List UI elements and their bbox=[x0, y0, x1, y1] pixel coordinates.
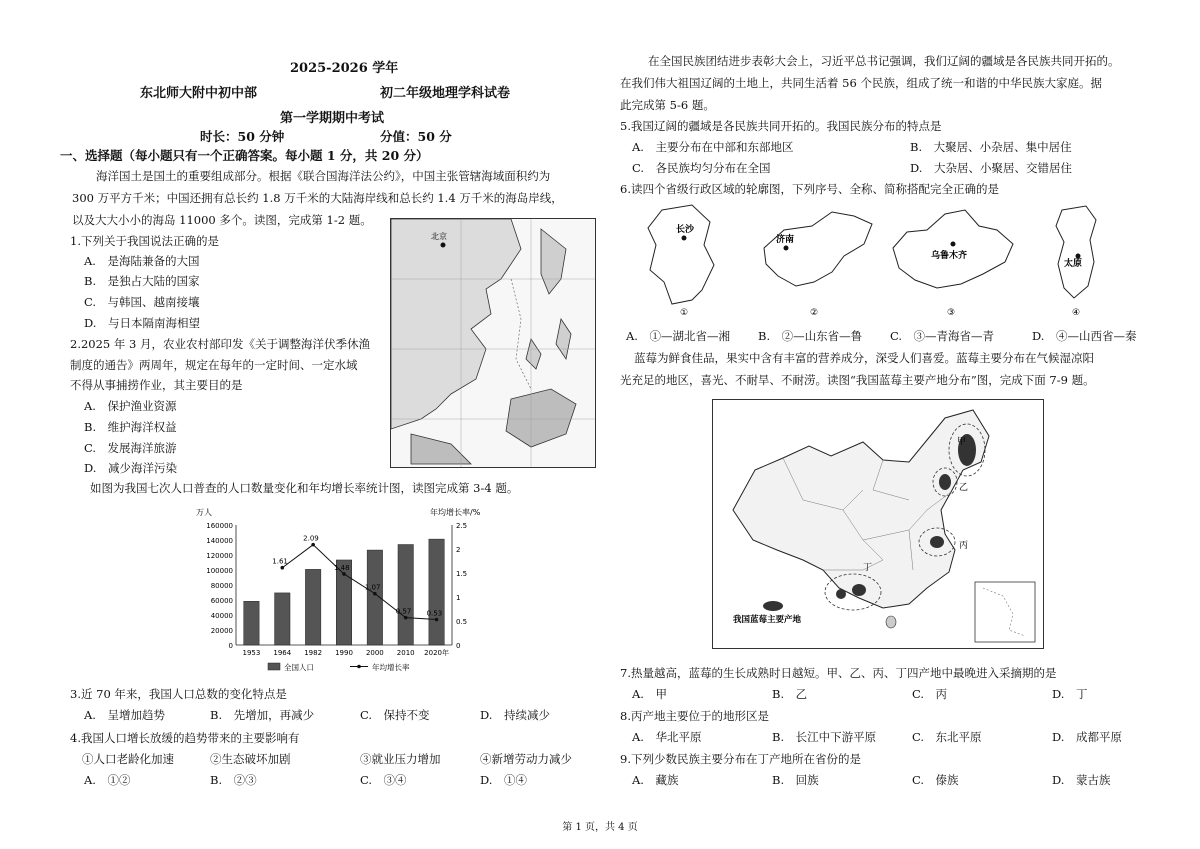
q8-option-c: C. 东北平原 bbox=[912, 730, 982, 744]
right-tick-label: 0 bbox=[456, 642, 461, 650]
right-tick-label: 0.5 bbox=[456, 618, 468, 626]
population-chart bbox=[190, 503, 500, 675]
growth-rate-label: 1.07 bbox=[364, 583, 381, 592]
province-outline-4 bbox=[1044, 200, 1114, 318]
intro-line-3: 以及大大小小的海岛 11000 多个。读图，完成第 1-2 题。 bbox=[72, 213, 372, 227]
q2-stem-2: 制度的通告》两周年，规定在每年的一定时间、一定水域 bbox=[70, 358, 358, 372]
left-axis-title: 万人 bbox=[196, 508, 212, 517]
right-axis-title: 年均增长率/% bbox=[430, 508, 481, 517]
total-score: 分值：50 分 bbox=[380, 129, 452, 144]
q4-option-c: C. ③④ bbox=[360, 773, 407, 787]
left-tick-label: 40000 bbox=[210, 612, 233, 620]
x-tick-label: 1982 bbox=[304, 649, 323, 657]
province-outline-3 bbox=[887, 200, 1019, 318]
q7-option-d: D. 丁 bbox=[1052, 687, 1088, 701]
q5-option-c: C. 各民族均匀分布在全国 bbox=[632, 161, 771, 175]
q8-option-a: A. 华北平原 bbox=[632, 730, 702, 744]
q9-option-b: B. 回族 bbox=[772, 773, 819, 787]
school-year: 2025-2026 学年 bbox=[290, 61, 399, 76]
intro-line-2: 300 万平方千米；中国还拥有总长约 1.8 万千米的大陆海岸线和总长约 1.4 万千米的海岛岸线， bbox=[72, 191, 563, 205]
x-tick-label: 1964 bbox=[273, 649, 292, 657]
outline-num-1: ① bbox=[680, 308, 689, 318]
q4-item-1: ①人口老龄化加速 bbox=[82, 752, 174, 766]
q2-option-d: D. 减少海洋污染 bbox=[84, 461, 177, 475]
q4-item-2: ②生态破坏加剧 bbox=[210, 752, 291, 766]
blueberry-map-figure bbox=[712, 399, 1044, 649]
left-tick-label: 20000 bbox=[210, 627, 233, 635]
q3-option-b: B. 先增加，再减少 bbox=[210, 708, 315, 722]
q8-option-d: D. 成都平原 bbox=[1052, 730, 1122, 744]
outline-num-3: ③ bbox=[947, 308, 956, 318]
map-mark-jia: 甲 bbox=[957, 437, 967, 447]
term-title: 第一学期期中考试 bbox=[280, 111, 385, 126]
q3-option-a: A. 呈增加趋势 bbox=[84, 708, 165, 722]
page-footer: 第 1 页，共 4 页 bbox=[562, 822, 638, 833]
q3-option-c: C. 保持不变 bbox=[360, 708, 430, 722]
q5-option-a: A. 主要分布在中部和东部地区 bbox=[632, 140, 794, 154]
population-bar bbox=[244, 601, 259, 645]
q7-option-c: C. 丙 bbox=[912, 687, 948, 701]
left-tick-label: 100000 bbox=[206, 567, 233, 575]
ethnic-intro-2: 在我们伟大祖国辽阔的土地上，共同生活着 56 个民族，组成了统一和谐的中华民族大家庭。据 bbox=[620, 76, 1102, 90]
q4-stem: 4.我国人口增长放缓的趋势带来的主要影响有 bbox=[70, 731, 300, 745]
growth-rate-point bbox=[404, 616, 408, 620]
q7-stem: 7.热量越高，蓝莓的生长成熟时日越短。甲、乙、丙、丁四产地中最晚进入采摘期的是 bbox=[620, 666, 1057, 680]
q3-option-d: D. 持续减少 bbox=[480, 708, 550, 722]
left-tick-label: 0 bbox=[228, 642, 233, 650]
province-outline-2 bbox=[754, 200, 882, 318]
left-tick-label: 140000 bbox=[206, 537, 233, 545]
map-label-beijing: 北京 bbox=[431, 232, 447, 241]
q1-stem: 1.下列关于我国说法正确的是 bbox=[70, 234, 219, 248]
q9-option-d: D. 蒙古族 bbox=[1052, 773, 1111, 787]
blueberry-intro-1: 蓝莓为鲜食佳品，果实中含有丰富的营养成分，深受人们喜爱。蓝莓主要分布在气候湿凉阳 bbox=[634, 351, 1094, 365]
q5-option-d: D. 大杂居、小聚居、交错居住 bbox=[910, 161, 1072, 175]
x-tick-label: 2020年 bbox=[424, 649, 449, 657]
growth-rate-label: 1.61 bbox=[272, 557, 288, 566]
x-tick-label: 2010 bbox=[396, 649, 415, 657]
q6-option-b: B. ②—山东省—鲁 bbox=[758, 329, 863, 343]
population-bar bbox=[305, 569, 320, 645]
q3-stem: 3.近 70 年来，我国人口总数的变化特点是 bbox=[70, 687, 287, 701]
right-tick-label: 1.5 bbox=[456, 570, 468, 578]
q5-option-b: B. 大聚居、小杂居、集中居住 bbox=[910, 140, 1072, 154]
q4-item-4: ④新增劳动力减少 bbox=[480, 752, 572, 766]
growth-rate-label: 2.09 bbox=[303, 534, 319, 543]
q6-option-d: D. ④—山西省—秦 bbox=[1032, 329, 1137, 343]
outline-num-4: ④ bbox=[1072, 308, 1081, 318]
q4-option-a: A. ①② bbox=[84, 773, 131, 787]
q2-option-a: A. 保护渔业资源 bbox=[84, 399, 177, 413]
q1-option-d: D. 与日本隔南海相望 bbox=[84, 316, 200, 330]
city-label-3: 乌鲁木齐 bbox=[931, 251, 968, 261]
city-label-1: 长沙 bbox=[676, 225, 695, 235]
q8-option-b: B. 长江中下游平原 bbox=[772, 730, 877, 744]
chart-intro: 如图为我国七次人口普查的人口数量变化和年均增长率统计图，读图完成第 3-4 题。 bbox=[90, 481, 519, 495]
population-bar bbox=[426, 539, 444, 645]
q7-option-b: B. 乙 bbox=[772, 687, 808, 701]
left-tick-label: 120000 bbox=[206, 552, 233, 560]
school-name: 东北师大附中初中部 bbox=[140, 86, 258, 101]
right-tick-label: 1 bbox=[456, 594, 461, 602]
left-tick-label: 160000 bbox=[206, 522, 233, 530]
q4-option-d: D. ①④ bbox=[480, 773, 527, 787]
q6-option-a: A. ①—湖北省—湘 bbox=[626, 329, 730, 343]
q5-stem: 5.我国辽阔的疆域是各民族共同开拓的。我国民族分布的特点是 bbox=[620, 119, 942, 133]
intro-line-1: 海洋国土是国土的重要组成部分。根据《联合国海洋法公约》，中国主张管辖海域面积约为 bbox=[96, 169, 551, 183]
right-tick-label: 2.5 bbox=[456, 522, 468, 530]
ethnic-intro-1: 在全国民族团结进步表彰大会上，习近平总书记强调，我们辽阔的疆域是各民族共同开拓的。 bbox=[648, 54, 1120, 68]
growth-rate-point bbox=[373, 592, 377, 596]
q2-option-b: B. 维护海洋权益 bbox=[84, 420, 177, 434]
q1-option-b: B. 是独占大陆的国家 bbox=[84, 274, 200, 288]
q8-stem: 8.丙产地主要位于的地形区是 bbox=[620, 709, 769, 723]
q4-option-b: B. ②③ bbox=[210, 773, 257, 787]
map-legend-label: 我国蓝莓主要产地 bbox=[733, 615, 802, 625]
q4-item-3: ③就业压力增加 bbox=[360, 752, 441, 766]
right-tick-label: 2 bbox=[456, 546, 461, 554]
china-map-image bbox=[713, 400, 1043, 648]
x-tick-label: 2000 bbox=[365, 649, 384, 657]
map-mark-bing: 丙 bbox=[959, 541, 969, 551]
q6-stem: 6.读四个省级行政区域的轮廓图，下列序号、全称、简称搭配完全正确的是 bbox=[620, 182, 999, 196]
map-mark-ding: 丁 bbox=[863, 563, 873, 573]
growth-rate-label: 0.57 bbox=[395, 607, 412, 616]
x-tick-label: 1953 bbox=[242, 649, 261, 657]
q9-stem: 9.下列少数民族主要分布在丁产地所在省份的是 bbox=[620, 752, 861, 766]
growth-rate-point bbox=[342, 572, 346, 576]
province-outline-1 bbox=[632, 200, 732, 318]
q2-stem-1: 2.2025 年 3 月，农业农村部印发《关于调整海洋伏季休渔 bbox=[70, 337, 371, 351]
outline-num-2: ② bbox=[810, 308, 819, 318]
q2-stem-3: 不得从事捕捞作业，其主要目的是 bbox=[70, 378, 243, 392]
growth-rate-point bbox=[311, 543, 315, 547]
sea-map-figure bbox=[390, 218, 596, 468]
x-tick-label: 1990 bbox=[335, 649, 353, 657]
q6-option-c: C. ③—青海省—青 bbox=[890, 329, 995, 343]
left-tick-label: 80000 bbox=[210, 582, 233, 590]
population-bar bbox=[275, 593, 290, 645]
city-label-4: 太原 bbox=[1064, 259, 1083, 269]
q1-option-a: A. 是海陆兼备的大国 bbox=[84, 254, 200, 268]
legend-bar-swatch bbox=[268, 663, 280, 670]
city-label-2: 济南 bbox=[776, 235, 795, 245]
q9-option-a: A. 藏族 bbox=[632, 773, 679, 787]
q7-option-a: A. 甲 bbox=[632, 687, 667, 701]
growth-rate-point bbox=[280, 566, 284, 570]
growth-rate-point bbox=[435, 618, 439, 622]
sea-map-image bbox=[391, 219, 595, 467]
duration: 时长：50 分钟 bbox=[200, 129, 285, 144]
q2-option-c: C. 发展海洋旅游 bbox=[84, 441, 177, 455]
section-title: 一、选择题（每小题只有一个正确答案。每小题 1 分，共 20 分） bbox=[60, 148, 429, 163]
legend-line-label: 年均增长率 bbox=[372, 663, 410, 672]
map-mark-yi: 乙 bbox=[959, 483, 969, 493]
left-tick-label: 60000 bbox=[210, 597, 233, 605]
blueberry-intro-2: 光充足的地区，喜光、不耐旱、不耐涝。读图“我国蓝莓主要产地分布”图，完成下面 7-9 题。 bbox=[620, 373, 1095, 387]
population-bar bbox=[395, 545, 413, 645]
q1-option-c: C. 与韩国、越南接壤 bbox=[84, 295, 200, 309]
legend-line-marker bbox=[357, 665, 361, 669]
growth-rate-label: 0.53 bbox=[426, 609, 443, 618]
paper-title: 初二年级地理学科试卷 bbox=[380, 86, 511, 101]
growth-rate-label: 1.48 bbox=[334, 563, 350, 572]
ethnic-intro-3: 此完成第 5-6 题。 bbox=[620, 98, 715, 112]
q9-option-c: C. 傣族 bbox=[912, 773, 959, 787]
legend-bar-label: 全国人口 bbox=[284, 663, 314, 672]
